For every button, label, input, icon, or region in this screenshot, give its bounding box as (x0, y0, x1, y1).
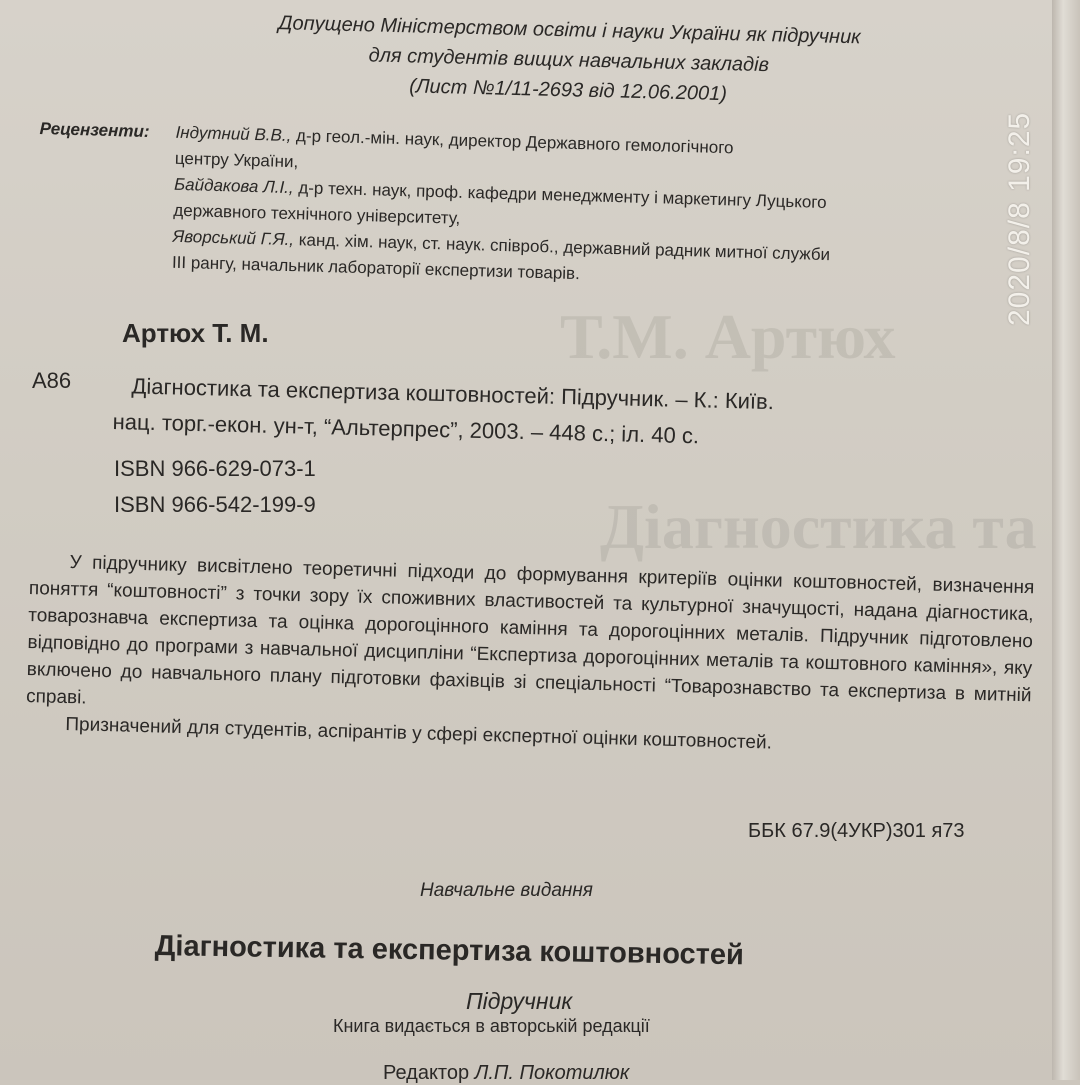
author-name: Артюх Т. М. (122, 318, 269, 348)
editor-name: Л.П. Покотилюк (474, 1062, 630, 1084)
editor-line (383, 1062, 629, 1085)
abstract-paragraph-2: Призначений для студентів, аспірантів у сфері експертної оцінки коштовностей. (65, 713, 773, 754)
show-through-ghost-2: Діагностика та (600, 491, 1037, 562)
reviewer-credentials-cont: центру України, (174, 148, 299, 172)
show-through-ghost-1: Т.М. Артюх (560, 301, 896, 372)
reviewer-credentials: канд. хім. наук, ст. наук. співроб., державний радник митної служби (293, 230, 831, 265)
approval-line-3: (Лист №1/11-2693 від 12.06.2001) (408, 75, 728, 106)
isbn-2: ISBN 966-542-199-9 (114, 492, 316, 517)
approval-statement (188, 6, 950, 115)
page-edge (1052, 0, 1080, 1080)
book-subtitle: Підручник (466, 988, 573, 1014)
abstract-paragraph-1: У підручнику висвітлено теоретичні підходи до формування критеріїв оцінки коштовностей, визначення поняття “коштовності” з точки зору їх споживних властивостей та культурної значущості, надана діагностика, товарознавча експертиза та оцінка дорогоцінного каміння та дорогоцінних металів. Підручник підготовлено відповідно до програми з навчальної дисципліни “Експертиза дорогоцінних металів та коштовного каміння», яку включено до навчального плану підготовки фахівців зі спеціальності “Товарознавство та експертиза в митній справі. (25, 552, 1035, 709)
catalog-code: А86 (32, 368, 72, 393)
reviewer-credentials-cont: державного технічного університету, (173, 200, 461, 228)
abstract (25, 548, 1035, 763)
approval-line-1: Допущено Міністерством освіти і науки України як підручник (278, 12, 861, 49)
edition-note: Книга видається в авторській редакції (333, 1016, 650, 1036)
edition-type: Навчальне видання (420, 880, 593, 901)
approval-line-2: для студентів вищих навчальних закладів (368, 44, 770, 77)
reviewer-name: Байдакова Л.І., (173, 174, 294, 198)
reviewer-name: Яворський Г.Я., (172, 226, 295, 250)
bbk-code: ББК 67.9(4УКР)301 я73 (748, 820, 965, 842)
citation-line-2: нац. торг.-екон. ун-т, “Альтерпрес”, 2003. – 448 с.; іл. 40 с. (112, 408, 700, 449)
photo-timestamp: 2020/8/8 19:25 (1003, 111, 1036, 326)
reviewer-credentials-cont: III рангу, начальник лабораторії експертизи товарів. (171, 252, 581, 284)
isbn-1: ISBN 966-629-073-1 (114, 456, 316, 481)
citation-line-1: Діагностика та експертиза коштовностей: Підручник. – К.: Київ. (131, 373, 775, 415)
reviewers-block (36, 116, 1015, 299)
reviewer-credentials: д-р техн. наук, проф. кафедри менеджменту і маркетингу Луцького (293, 178, 827, 212)
editor-label: Редактор (383, 1062, 475, 1084)
reviewer-credentials: д-р геол.-мін. наук, директор Державного гемологічного (291, 126, 734, 158)
reviewer-name: Індутний В.В., (175, 122, 292, 146)
reviewers-label: Рецензенти: (39, 118, 150, 142)
book-title: Діагностика та експертиза коштовностей (154, 930, 745, 972)
